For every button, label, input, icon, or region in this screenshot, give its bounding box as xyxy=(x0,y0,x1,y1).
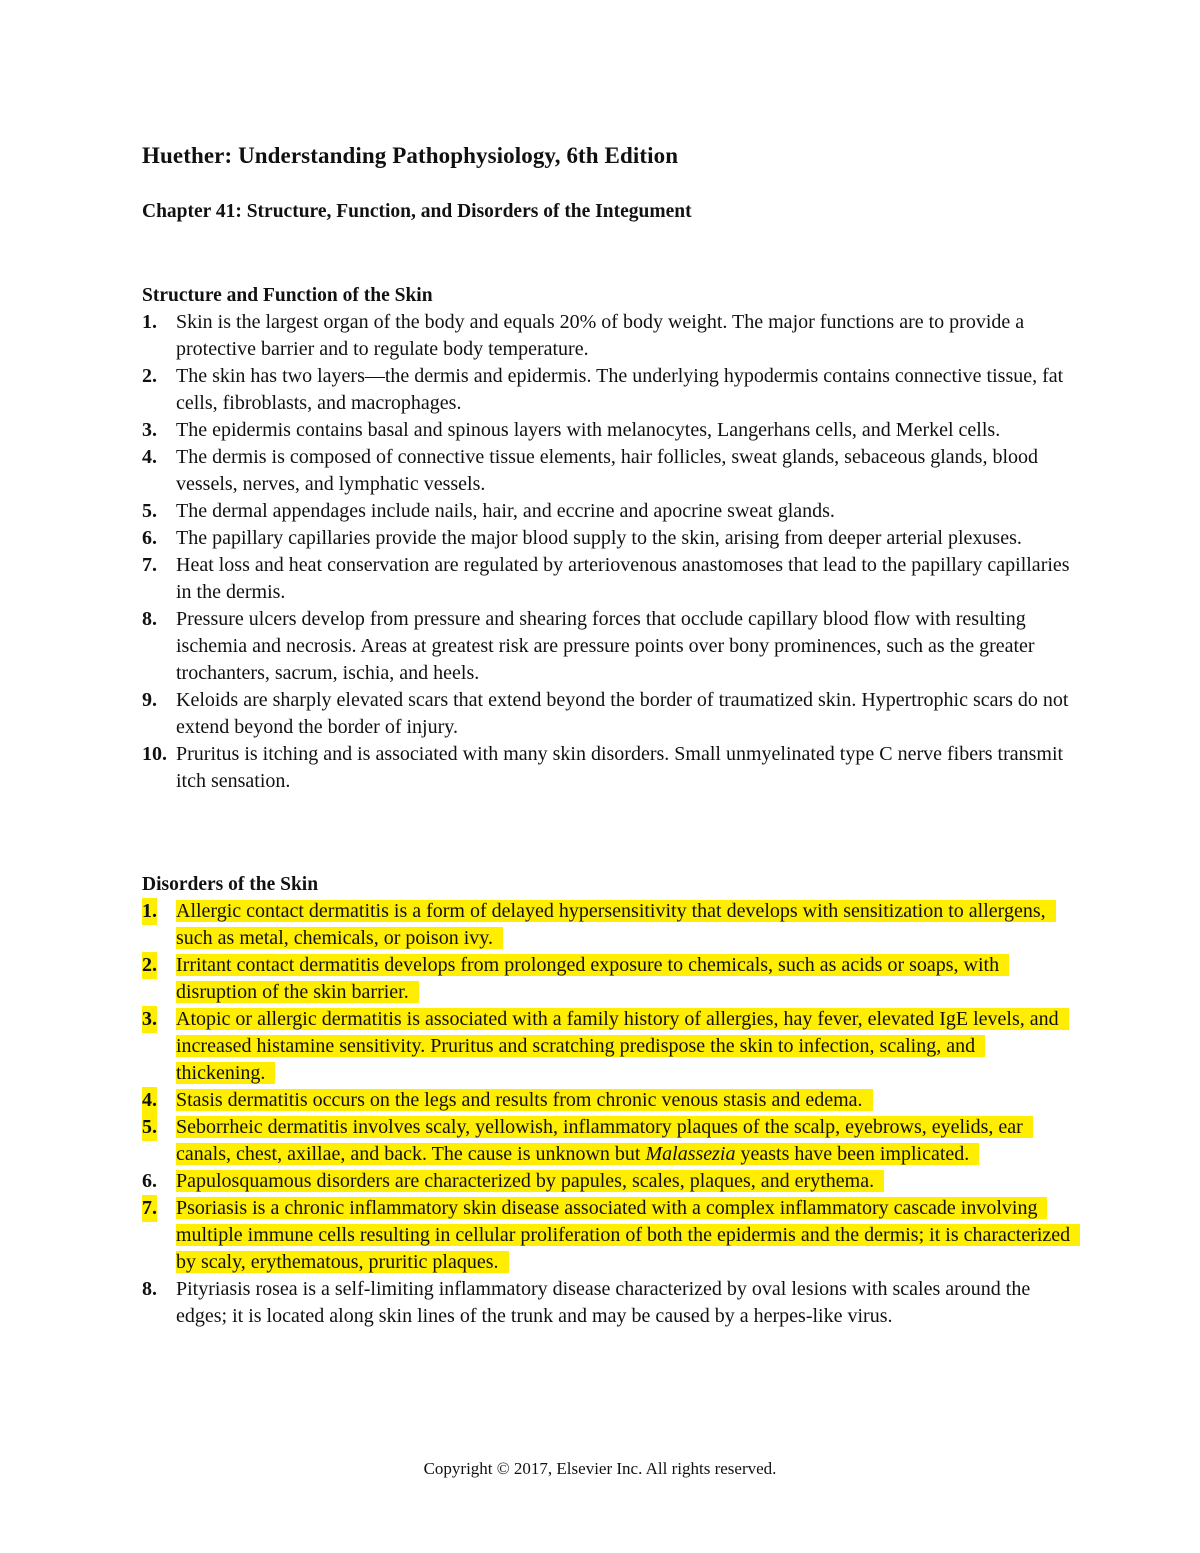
item-text: The skin has two layers—the dermis and epidermis. The underlying hypodermis contains connective tissue, fat cells, fibroblasts, and macrophages. xyxy=(176,365,1064,414)
copyright-footer: Copyright © 2017, Elsevier Inc. All rights reserved. xyxy=(423,1459,777,1478)
list-item xyxy=(142,498,1072,525)
item-number: 10. xyxy=(142,743,167,765)
section-disorders xyxy=(142,871,1072,1330)
item-number: 4. xyxy=(142,1087,157,1114)
item-text xyxy=(176,1116,1033,1165)
list-item xyxy=(142,309,1072,363)
list-item xyxy=(142,525,1072,552)
section-structure-function xyxy=(142,282,1072,795)
structure-function-list xyxy=(142,309,1072,795)
item-number: 8. xyxy=(142,1278,157,1300)
item-text: The epidermis contains basal and spinous layers with melanocytes, Langerhans cells, and Merkel cells. xyxy=(176,419,1001,441)
list-item xyxy=(142,444,1072,498)
italic-genus-name: Malassezia xyxy=(645,1143,736,1165)
item-number: 7. xyxy=(142,1195,157,1222)
item-number: 8. xyxy=(142,608,157,630)
item-number: 5. xyxy=(142,500,157,522)
highlighted-list-item xyxy=(142,1195,1072,1276)
item-number: 5. xyxy=(142,1114,157,1141)
item-text: Keloids are sharply elevated scars that extend beyond the border of traumatized skin. Hypertrophic scars do not extend beyond the border of injury. xyxy=(176,689,1069,738)
item-number: 2. xyxy=(142,952,157,979)
highlighted-list-item xyxy=(142,898,1072,952)
item-text: Atopic or allergic dermatitis is associated with a family history of allergies, hay fever, elevated IgE levels, and increased histamine sensitivity. Pruritus and scratching predispose the skin to infection, scaling, and thickening. xyxy=(176,1008,1069,1084)
highlighted-list-item xyxy=(142,1006,1072,1087)
item-number: 3. xyxy=(142,419,157,441)
item-text: The dermal appendages include nails, hair, and eccrine and apocrine sweat glands. xyxy=(176,500,835,522)
section-heading: Structure and Function of the Skin xyxy=(142,285,433,306)
item-number: 4. xyxy=(142,446,157,468)
item-number: 6. xyxy=(142,527,157,549)
list-item xyxy=(142,687,1072,741)
item-text: Skin is the largest organ of the body and equals 20% of body weight. The major functions are to provide a protective barrier and to regulate body temperature. xyxy=(176,311,1025,360)
item-number: 6. xyxy=(142,1170,157,1192)
item-text: Pruritus is itching and is associated with many skin disorders. Small unmyelinated type C nerve fibers transmit itch sensation. xyxy=(176,743,1064,792)
highlighted-list-item xyxy=(142,1168,1072,1195)
list-item xyxy=(142,417,1072,444)
item-text: Pityriasis rosea is a self-limiting inflammatory disease characterized by oval lesions with scales around the edges; it is located along skin lines of the trunk and may be caused by a herpes-like virus. xyxy=(176,1278,1031,1327)
item-text: Stasis dermatitis occurs on the legs and results from chronic venous stasis and edema. xyxy=(176,1089,873,1111)
list-item xyxy=(142,1276,1072,1330)
list-item xyxy=(142,552,1072,606)
item-text: The dermis is composed of connective tissue elements, hair follicles, sweat glands, sebaceous glands, blood vessels, nerves, and lymphatic vessels. xyxy=(176,446,1039,495)
highlighted-list-item xyxy=(142,1087,1072,1114)
item-number: 7. xyxy=(142,554,157,576)
item-number: 2. xyxy=(142,365,157,387)
book-title: Huether: Understanding Pathophysiology, 6th Edition xyxy=(142,143,679,168)
item-text-part: yeasts have been implicated. xyxy=(735,1143,970,1165)
section-heading: Disorders of the Skin xyxy=(142,874,319,895)
item-number: 1. xyxy=(142,311,157,333)
item-text: Heat loss and heat conservation are regulated by arteriovenous anastomoses that lead to the papillary capillaries in the dermis. xyxy=(176,554,1070,603)
chapter-title: Chapter 41: Structure, Function, and Disorders of the Integument xyxy=(142,201,692,222)
list-item xyxy=(142,741,1072,795)
document-page xyxy=(142,0,1072,1553)
item-number: 1. xyxy=(142,898,157,925)
item-text-part: Seborrheic dermatitis involves scaly, yellowish, inflammatory plaques of the scalp, eyebrows, eyelids, ear canals, chest, axillae, and back. The cause is unknown but xyxy=(176,1116,1023,1165)
item-number: 9. xyxy=(142,689,157,711)
highlighted-list-item xyxy=(142,1114,1072,1168)
list-item xyxy=(142,363,1072,417)
item-text: Papulosquamous disorders are characterized by papules, scales, plaques, and erythema. xyxy=(176,1170,884,1192)
item-text: Psoriasis is a chronic inflammatory skin disease associated with a complex inflammatory cascade involving multiple immune cells resulting in cellular proliferation of both the epidermis and the dermis; it is characterized by scaly, erythematous, pruritic plaques. xyxy=(176,1197,1080,1273)
item-text: Pressure ulcers develop from pressure and shearing forces that occlude capillary blood flow with resulting ischemia and necrosis. Areas at greatest risk are pressure points over bony prominences, such as the greater trochanters, sacrum, ischia, and heels. xyxy=(176,608,1035,684)
item-text: Allergic contact dermatitis is a form of delayed hypersensitivity that develops with sensitization to allergens, such as metal, chemicals, or poison ivy. xyxy=(176,900,1056,949)
list-item xyxy=(142,606,1072,687)
item-number: 3. xyxy=(142,1006,157,1033)
item-text: Irritant contact dermatitis develops from prolonged exposure to chemicals, such as acids or soaps, with disruption of the skin barrier. xyxy=(176,954,1009,1003)
item-text: The papillary capillaries provide the major blood supply to the skin, arising from deeper arterial plexuses. xyxy=(176,527,1022,549)
highlighted-list-item xyxy=(142,952,1072,1006)
disorders-list xyxy=(142,898,1072,1330)
